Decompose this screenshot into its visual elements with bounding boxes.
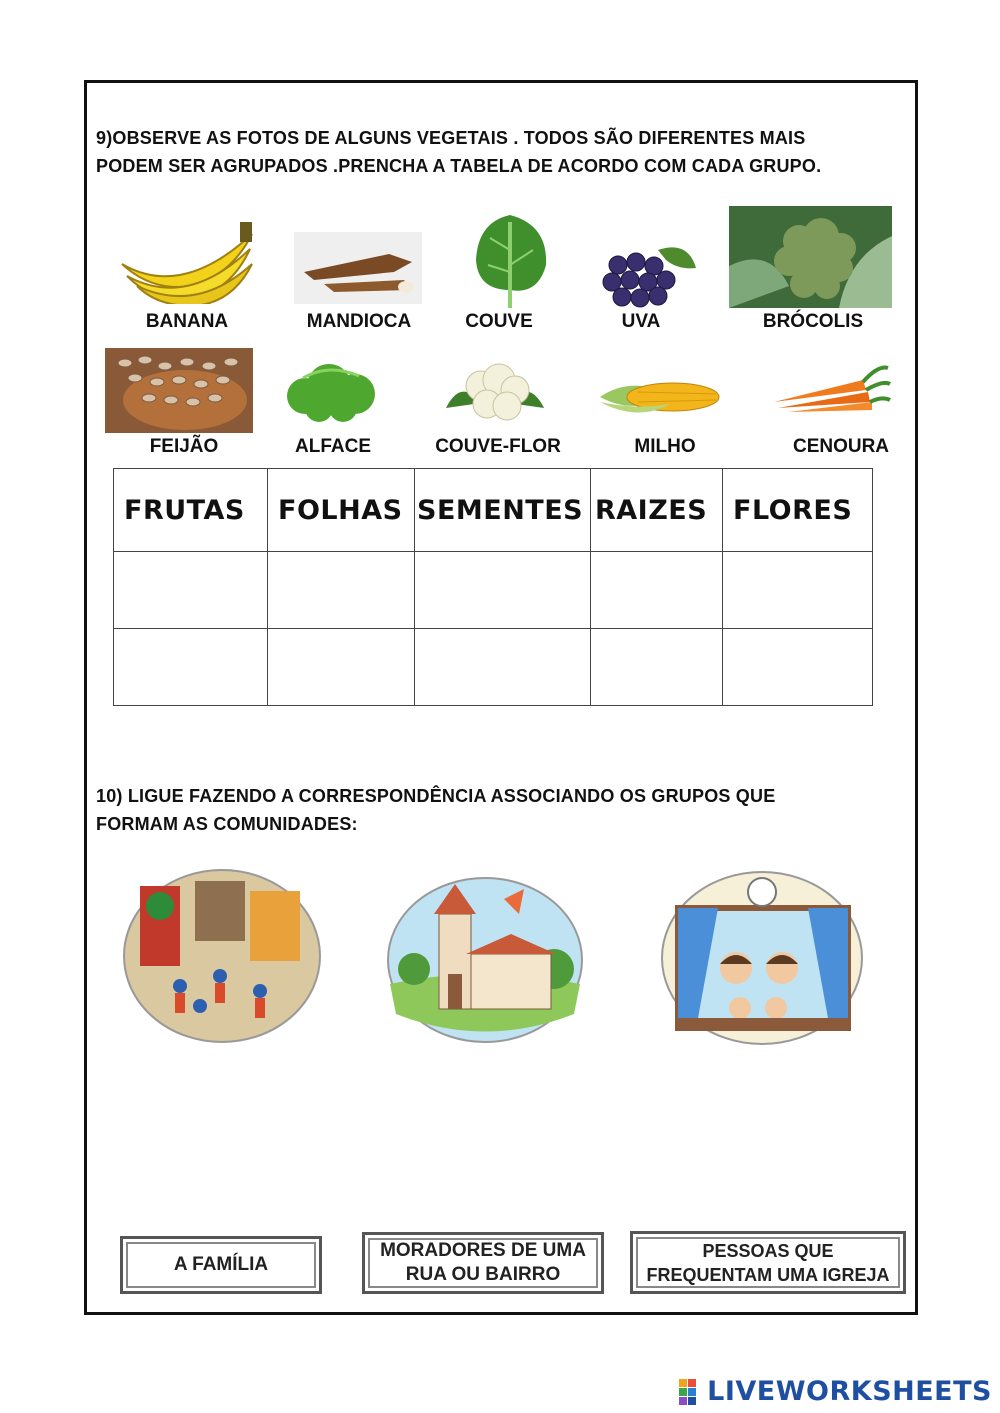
header-folhas: FOLHAS: [268, 469, 415, 552]
question-10-text: 10) LIGUE FAZENDO A CORRESPONDÊNCIA ASSOCIANDO OS GRUPOS QUE FORMAM AS COMUNIDADES:: [96, 786, 776, 834]
vegetable-label: UVA: [621, 311, 661, 332]
church-image[interactable]: [384, 874, 586, 1046]
liveworksheets-icon: [679, 1379, 705, 1405]
vegetable-label: COUVE-FLOR: [435, 436, 561, 457]
neighborhood-street-image[interactable]: [120, 866, 325, 1046]
vegetable-label: COUVE: [465, 311, 533, 332]
answer-cell[interactable]: [415, 552, 591, 629]
answer-cell[interactable]: [591, 629, 723, 706]
table-row: [114, 552, 873, 629]
vegetable-label: BRÓCOLIS: [762, 311, 864, 332]
answer-cell[interactable]: [723, 629, 873, 706]
answer-cell[interactable]: [415, 629, 591, 706]
vegetable-label: ALFACE: [295, 436, 371, 457]
beans-image: [105, 348, 253, 433]
answer-box-familia[interactable]: A FAMÍLIA: [120, 1236, 322, 1294]
table-header-row: [114, 469, 873, 552]
table-row: [114, 629, 873, 706]
header-raizes: RAIZES: [591, 469, 723, 552]
vegetable-label: MILHO: [634, 436, 696, 457]
answer-cell[interactable]: [114, 552, 268, 629]
vegetable-label: BANANA: [145, 311, 229, 332]
header-flores: FLORES: [723, 469, 873, 552]
family-window-image[interactable]: [658, 868, 866, 1048]
lettuce-image: [283, 358, 379, 424]
answer-box-moradores[interactable]: MORADORES DE UMA RUA OU BAIRRO: [362, 1232, 604, 1294]
grapes-image: [588, 240, 700, 312]
broccoli-image: [729, 206, 892, 308]
answer-cell[interactable]: [591, 552, 723, 629]
answer-cell[interactable]: [268, 629, 415, 706]
vegetable-label: CENOURA: [792, 436, 890, 457]
header-sementes: SEMENTES: [415, 469, 591, 552]
answer-cell[interactable]: [114, 629, 268, 706]
corn-image: [598, 372, 724, 422]
question-9-text: 9)OBSERVE AS FOTOS DE ALGUNS VEGETAIS . TODOS SÃO DIFERENTES MAIS PODEM SER AGRUPADOS .PRENCHA A TABELA DE ACORDO COM CADA GRUPO.: [96, 128, 822, 176]
kale-image: [468, 210, 552, 310]
cauliflower-image: [441, 358, 549, 430]
banana-image: [112, 214, 262, 304]
header-frutas: FRUTAS: [114, 469, 268, 552]
carrot-image: [768, 360, 892, 416]
answer-box-igreja[interactable]: PESSOAS QUE FREQUENTAM UMA IGREJA: [630, 1231, 906, 1294]
cassava-image: [294, 232, 422, 304]
vegetable-label: FEIJÃO: [149, 436, 219, 457]
liveworksheets-logo: [679, 1376, 992, 1407]
brand-name: LIVEWORKSHEETS: [707, 1376, 992, 1407]
answer-cell[interactable]: [723, 552, 873, 629]
answer-cell[interactable]: [268, 552, 415, 629]
vegetable-label: MANDIOCA: [306, 311, 412, 332]
classification-table: [113, 468, 873, 706]
